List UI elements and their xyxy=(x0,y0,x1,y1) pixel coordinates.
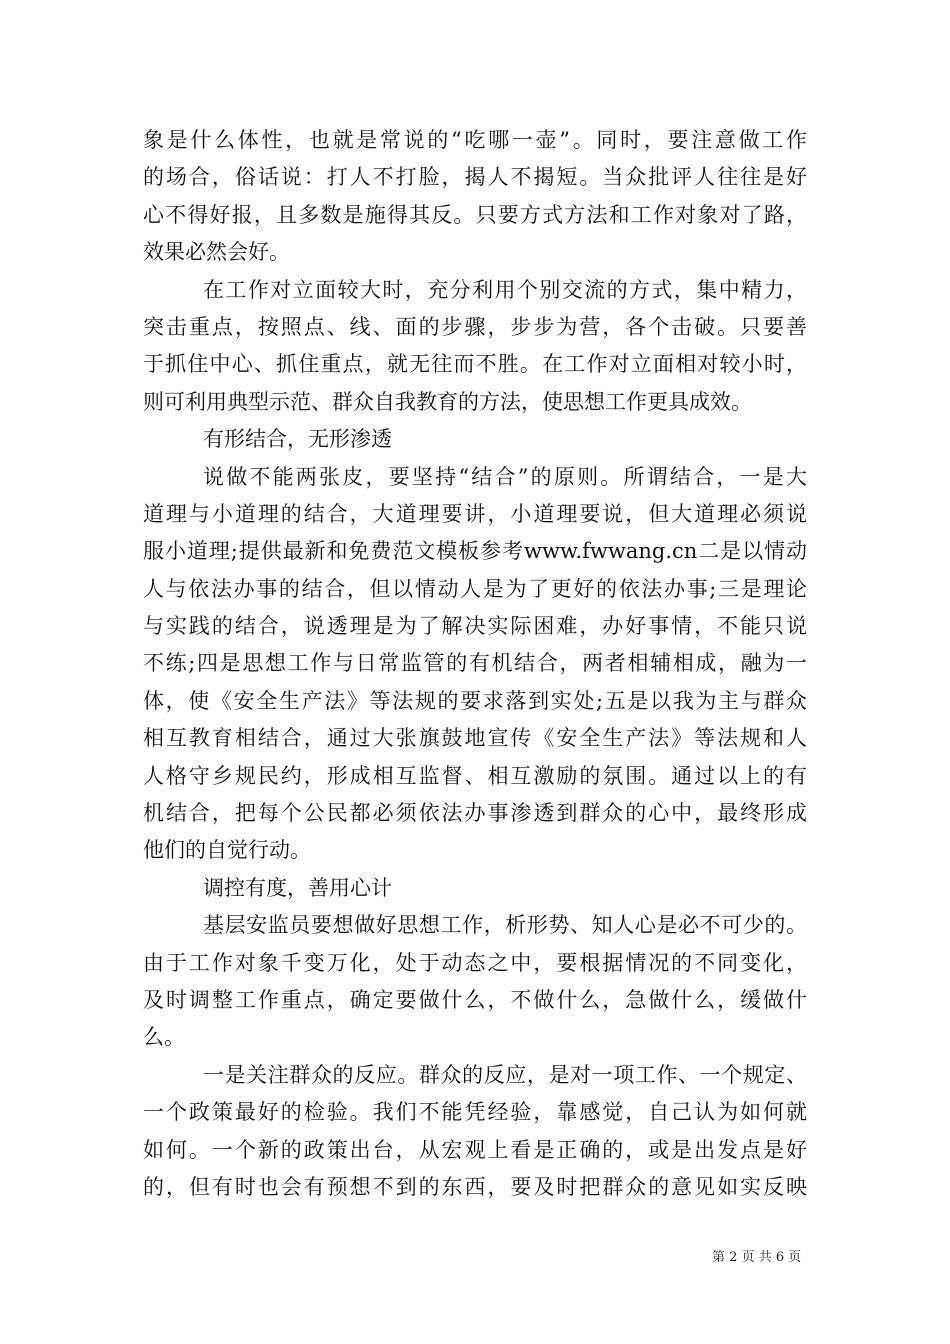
text-line: 的，但有时也会有预想不到的东西，要及时把群众的意见如实反映 xyxy=(143,1174,807,1199)
footer-prefix: 第 xyxy=(712,1250,726,1265)
text-line: 一是关注群众的反应。群众的反应，是对一项工作、一个规定、 xyxy=(203,1062,807,1087)
text-line: 一个政策最好的检验。我们不能凭经验，靠感觉，自己认为如何就 xyxy=(143,1100,807,1125)
text-line: 么。 xyxy=(143,1025,185,1050)
text-line: 效果必然会好。 xyxy=(143,240,290,265)
footer-suffix: 页 xyxy=(788,1250,802,1265)
text-line: 则可利用典型示范、群众自我教育的方法，使思想工作更具成效。 xyxy=(143,389,752,414)
text-line: 人格守乡规民约，形成相互监督、相互激励的氛围。通过以上的有 xyxy=(143,763,807,788)
text-line: 由于工作对象千变万化，处于动态之中，要根据情况的不同变化， xyxy=(143,950,807,975)
text-line: 体，使《安全生产法》等法规的要求落到实处;五是以我为主与群众 xyxy=(143,688,807,713)
text-line: 他们的自觉行动。 xyxy=(143,838,311,863)
body-text xyxy=(143,122,807,1206)
text-line: 相互教育相结合，通过大张旗鼓地宣传《安全生产法》等法规和人 xyxy=(143,726,807,751)
text-line: 机结合，把每个公民都必须依法办事渗透到群众的心中，最终形成 xyxy=(143,801,807,826)
section-heading: 调控有度，善用心计 xyxy=(203,875,392,900)
text-line: 突击重点，按照点、线、面的步骤，步步为营，各个击破。只要善 xyxy=(143,314,807,339)
text-line: 如何。一个新的政策出台，从宏观上看是正确的，或是出发点是好 xyxy=(143,1137,807,1162)
text-line: 心不得好报，且多数是施得其反。只要方式方法和工作对象对了路， xyxy=(143,202,807,227)
text-line: 基层安监员要想做好思想工作，析形势、知人心是必不可少的。 xyxy=(203,913,807,938)
text-line: 不练;四是思想工作与日常监管的有机结合，两者相辅相成，融为一 xyxy=(143,651,807,676)
footer-page-number: 2 xyxy=(729,1250,738,1265)
footer-total-pages: 6 xyxy=(775,1250,785,1265)
text-line: 人与依法办事的结合，但以情动人是为了更好的依法办事;三是理论 xyxy=(143,576,807,601)
text-line: 象是什么体性，也就是常说的“吃哪一壶”。同时，要注意做工作 xyxy=(143,128,807,152)
page-footer xyxy=(712,1246,801,1265)
text-line: 及时调整工作重点，确定要做什么，不做什么，急做什么，缓做什 xyxy=(143,987,807,1012)
text-line: 的场合，俗话说：打人不打脸，揭人不揭短。当众批评人往往是好 xyxy=(143,165,807,190)
section-heading: 有形结合，无形渗透 xyxy=(203,427,392,452)
text-line: 道理与小道理的结合，大道理要讲，小道理要说，但大道理必须说 xyxy=(143,501,807,526)
footer-middle: 页 共 xyxy=(741,1250,772,1265)
text-line: 在工作对立面较大时，充分利用个别交流的方式，集中精力， xyxy=(203,277,807,302)
text-line: 说做不能两张皮，要坚持“结合”的原则。所谓结合，一是大 xyxy=(203,464,807,489)
text-line: 与实践的结合，说透理是为了解决实际困难，办好事情，不能只说 xyxy=(143,614,807,639)
text-line: 于抓住中心、抓住重点，就无往而不胜。在工作对立面相对较小时， xyxy=(143,352,807,377)
text-line: 服小道理;提供最新和免费范文模板参考www.fwwang.cn二是以情动 xyxy=(143,539,807,564)
